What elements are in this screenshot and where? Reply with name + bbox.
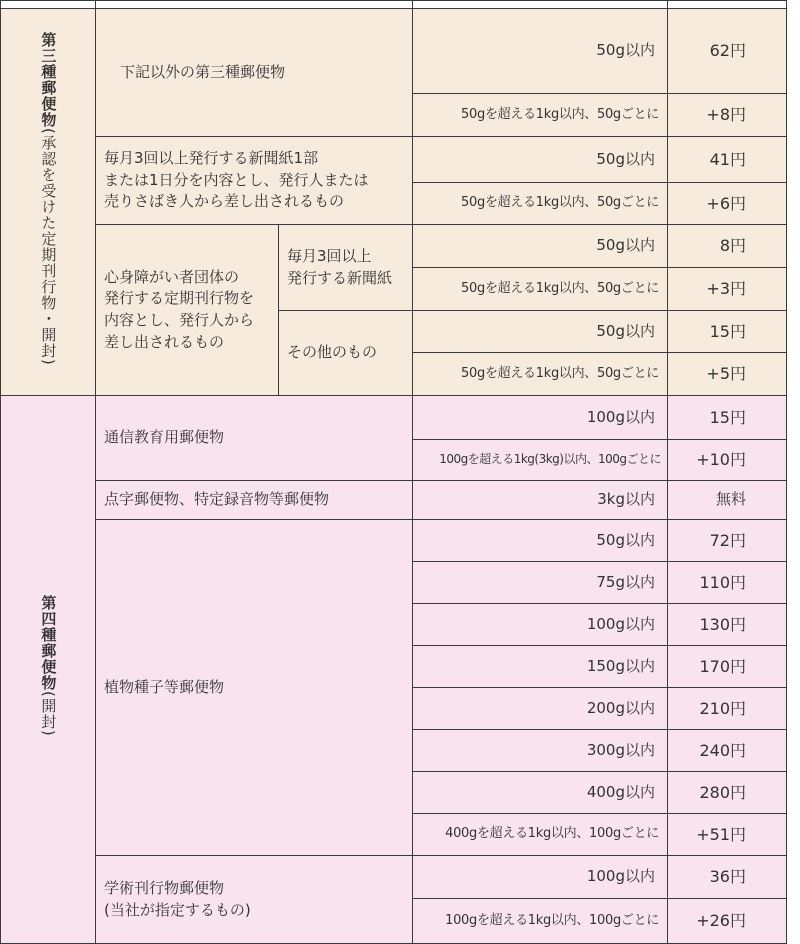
price-cell: +51円	[668, 814, 787, 856]
weight-cell: 75g以内	[413, 562, 668, 604]
weight-cell: 50gを超える1kg以内、50gごとに	[413, 94, 668, 137]
weight-cell: 50g以内	[413, 137, 668, 183]
weight-cell: 50gを超える1kg以内、50gごとに	[413, 183, 668, 225]
weight-cell: 400g以内	[413, 772, 668, 814]
price-cell: 280円	[668, 772, 787, 814]
weight-cell: 300g以内	[413, 730, 668, 772]
price-cell: 240円	[668, 730, 787, 772]
weight-cell: 100g以内	[413, 856, 668, 899]
disability-label: 心身障がい者団体の 発行する定期刊行物を 内容とし、発行人から 差し出されるもの	[96, 225, 279, 396]
section4-header	[1, 396, 96, 944]
price-cell: 無料	[668, 481, 787, 520]
price-cell: +8円	[668, 94, 787, 137]
weight-cell: 100gを超える1kg以内、100gごとに	[413, 899, 668, 944]
price-cell: 15円	[668, 396, 787, 440]
section4-title: 第四種郵便物	[39, 595, 58, 692]
weight-cell: 50g以内	[413, 520, 668, 562]
price-cell: +6円	[668, 183, 787, 225]
braille-label: 点字郵便物、特定録音物等郵便物	[96, 481, 413, 520]
section3-title: 第三種郵便物	[39, 31, 58, 128]
newspaper-label: 毎月3回以上発行する新聞紙1部 または1日分を内容とし、発行人または 売りさばき人から差し出されるもの	[96, 137, 413, 225]
section4-subtitle: (開封)	[39, 691, 58, 737]
general-label: 下記以外の第三種郵便物	[96, 9, 413, 137]
disability-other-label: その他のもの	[279, 311, 413, 396]
table-top-edge	[1, 1, 787, 9]
section3-subtitle: (承認を受けた定期刊行物・開封)	[39, 127, 58, 366]
price-cell: 62円	[668, 9, 787, 94]
weight-cell: 100g以内	[413, 396, 668, 440]
price-cell: +10円	[668, 440, 787, 481]
weight-cell: 50gを超える1kg以内、50gごとに	[413, 353, 668, 396]
table-row	[1, 520, 787, 562]
price-cell: +26円	[668, 899, 787, 944]
price-cell: 41円	[668, 137, 787, 183]
weight-cell: 50g以内	[413, 225, 668, 268]
correspondence-label: 通信教育用郵便物	[96, 396, 413, 481]
price-cell: 15円	[668, 311, 787, 353]
weight-cell: 50g以内	[413, 9, 668, 94]
disability-newspaper-label: 毎月3回以上 発行する新聞紙	[279, 225, 413, 311]
weight-cell: 3kg以内	[413, 481, 668, 520]
weight-cell: 200g以内	[413, 688, 668, 730]
price-cell: 210円	[668, 688, 787, 730]
academic-label: 学術刊行物郵便物 (当社が指定するもの)	[96, 856, 413, 944]
table-row	[1, 137, 787, 183]
price-cell: 130円	[668, 604, 787, 646]
seeds-label: 植物種子等郵便物	[96, 520, 413, 856]
price-cell: 110円	[668, 562, 787, 604]
price-cell: 36円	[668, 856, 787, 899]
price-cell: 72円	[668, 520, 787, 562]
weight-cell: 50g以内	[413, 311, 668, 353]
price-cell: 170円	[668, 646, 787, 688]
table-row	[1, 225, 787, 268]
table-row	[1, 396, 787, 440]
price-cell: 8円	[668, 225, 787, 268]
section3-header	[1, 9, 96, 396]
weight-cell: 100g以内	[413, 604, 668, 646]
table-row	[1, 481, 787, 520]
weight-cell: 150g以内	[413, 646, 668, 688]
price-cell: +5円	[668, 353, 787, 396]
table-row	[1, 9, 787, 94]
table-row	[1, 856, 787, 899]
weight-cell: 100gを超える1kg(3kg)以内、100gごとに	[413, 440, 668, 481]
price-cell: +3円	[668, 268, 787, 311]
weight-cell: 400gを超える1kg以内、100gごとに	[413, 814, 668, 856]
weight-cell: 50gを超える1kg以内、50gごとに	[413, 268, 668, 311]
